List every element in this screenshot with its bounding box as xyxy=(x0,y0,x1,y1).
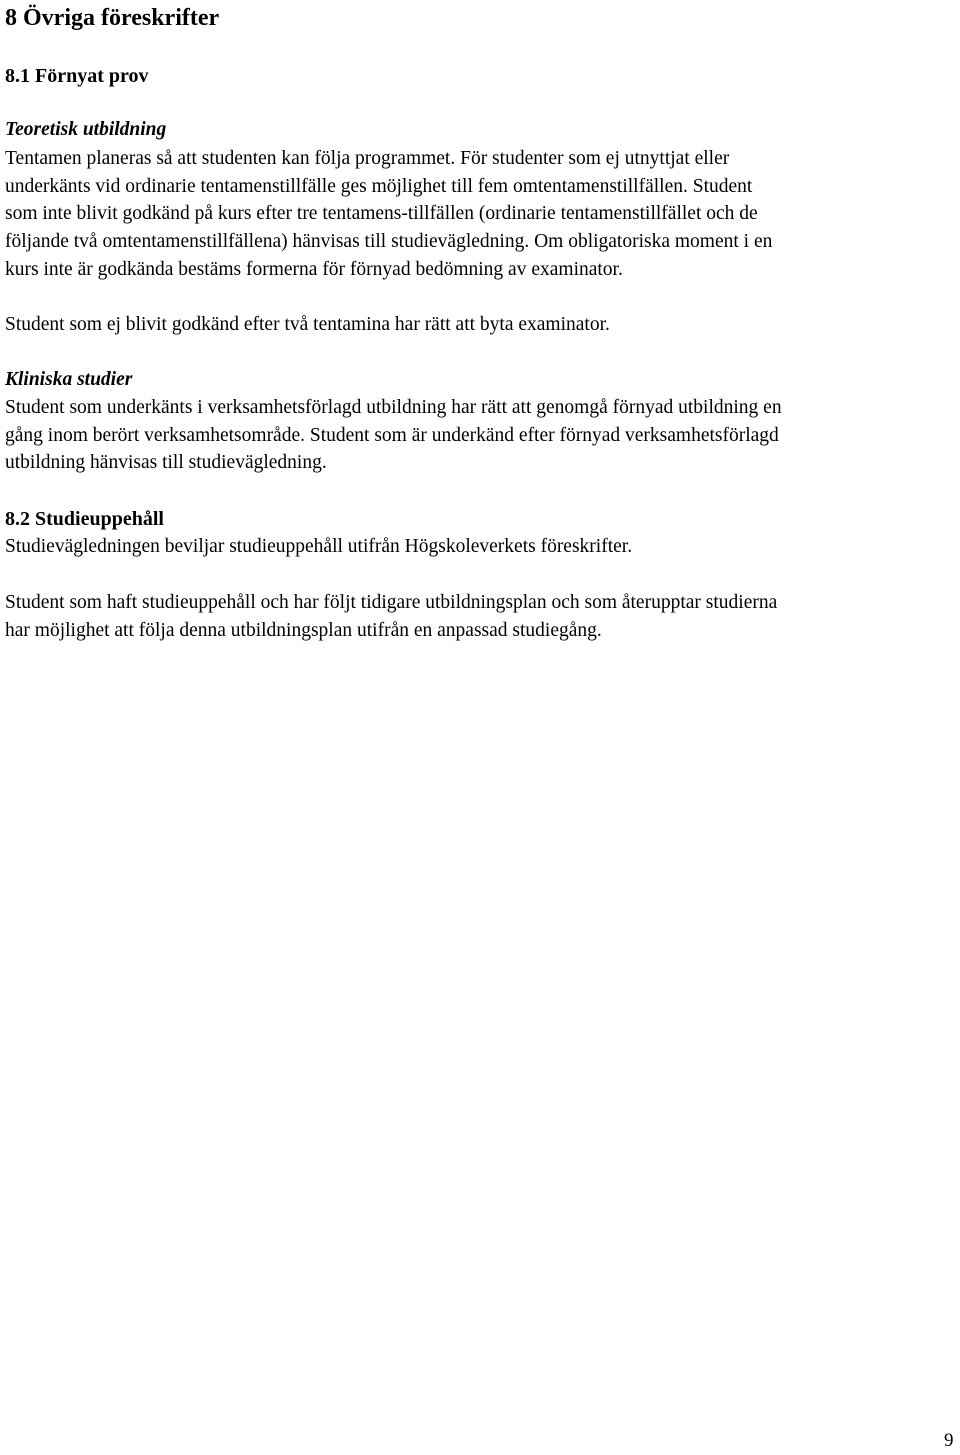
examiner-change-paragraph xyxy=(5,311,957,339)
clinical-paragraph xyxy=(5,394,957,477)
page-number: 9 xyxy=(944,1430,954,1451)
examiner-change-line: Student som ej blivit godkänd efter två tentamina har rätt att byta examinator. xyxy=(5,314,610,335)
resume-studies-line: har möjlighet att följa denna utbildningsplan utifrån en anpassad studiegång. xyxy=(5,619,602,641)
study-break-paragraph xyxy=(5,533,957,561)
section-heading: 8 Övriga föreskrifter xyxy=(5,5,220,31)
theory-paragraph-line: som inte blivit godkänd på kurs efter tre tentamens-tillfällen (ordinarie tentamenstillfället och de xyxy=(5,203,758,225)
subsection-heading-study-break: 8.2 Studieuppehåll xyxy=(5,508,164,530)
clinical-paragraph-line: utbildning hänvisas till studievägledning. xyxy=(5,452,327,474)
theory-paragraph-line: följande två omtentamenstillfällena) hänvisas till studievägledning. Om obligatoriska moment i en xyxy=(5,231,773,253)
clinical-paragraph-line: Student som underkänts i verksamhetsförlagd utbildning har rätt att genomgå förnyad utbildning en xyxy=(5,397,782,418)
theory-paragraph-line: underkänts vid ordinarie tentamenstillfälle ges möjlighet till fem omtentamenstillfällen. Student xyxy=(5,175,753,197)
theory-paragraph-line: Tentamen planeras så att studenten kan följa programmet. För studenter som ej utnyttjat eller xyxy=(5,148,730,169)
subsection-heading-renewed-exam: 8.1 Förnyat prov xyxy=(5,65,149,87)
resume-studies-paragraph xyxy=(5,589,957,644)
theory-paragraph xyxy=(5,145,957,284)
clinical-paragraph-line: gång inom berört verksamhetsområde. Student som är underkänd efter förnyad verksamhetsförlagd xyxy=(5,424,779,446)
theory-paragraph-line: kurs inte är godkända bestäms formerna för förnyad bedömning av examinator. xyxy=(5,258,623,280)
theory-training-heading: Teoretisk utbildning xyxy=(5,119,167,140)
study-break-line: Studievägledningen beviljar studieuppehåll utifrån Högskoleverkets föreskrifter. xyxy=(5,536,633,557)
clinical-studies-heading: Kliniska studier xyxy=(5,369,133,390)
resume-studies-line: Student som haft studieuppehåll och har följt tidigare utbildningsplan och som återupptar studierna xyxy=(5,592,778,613)
